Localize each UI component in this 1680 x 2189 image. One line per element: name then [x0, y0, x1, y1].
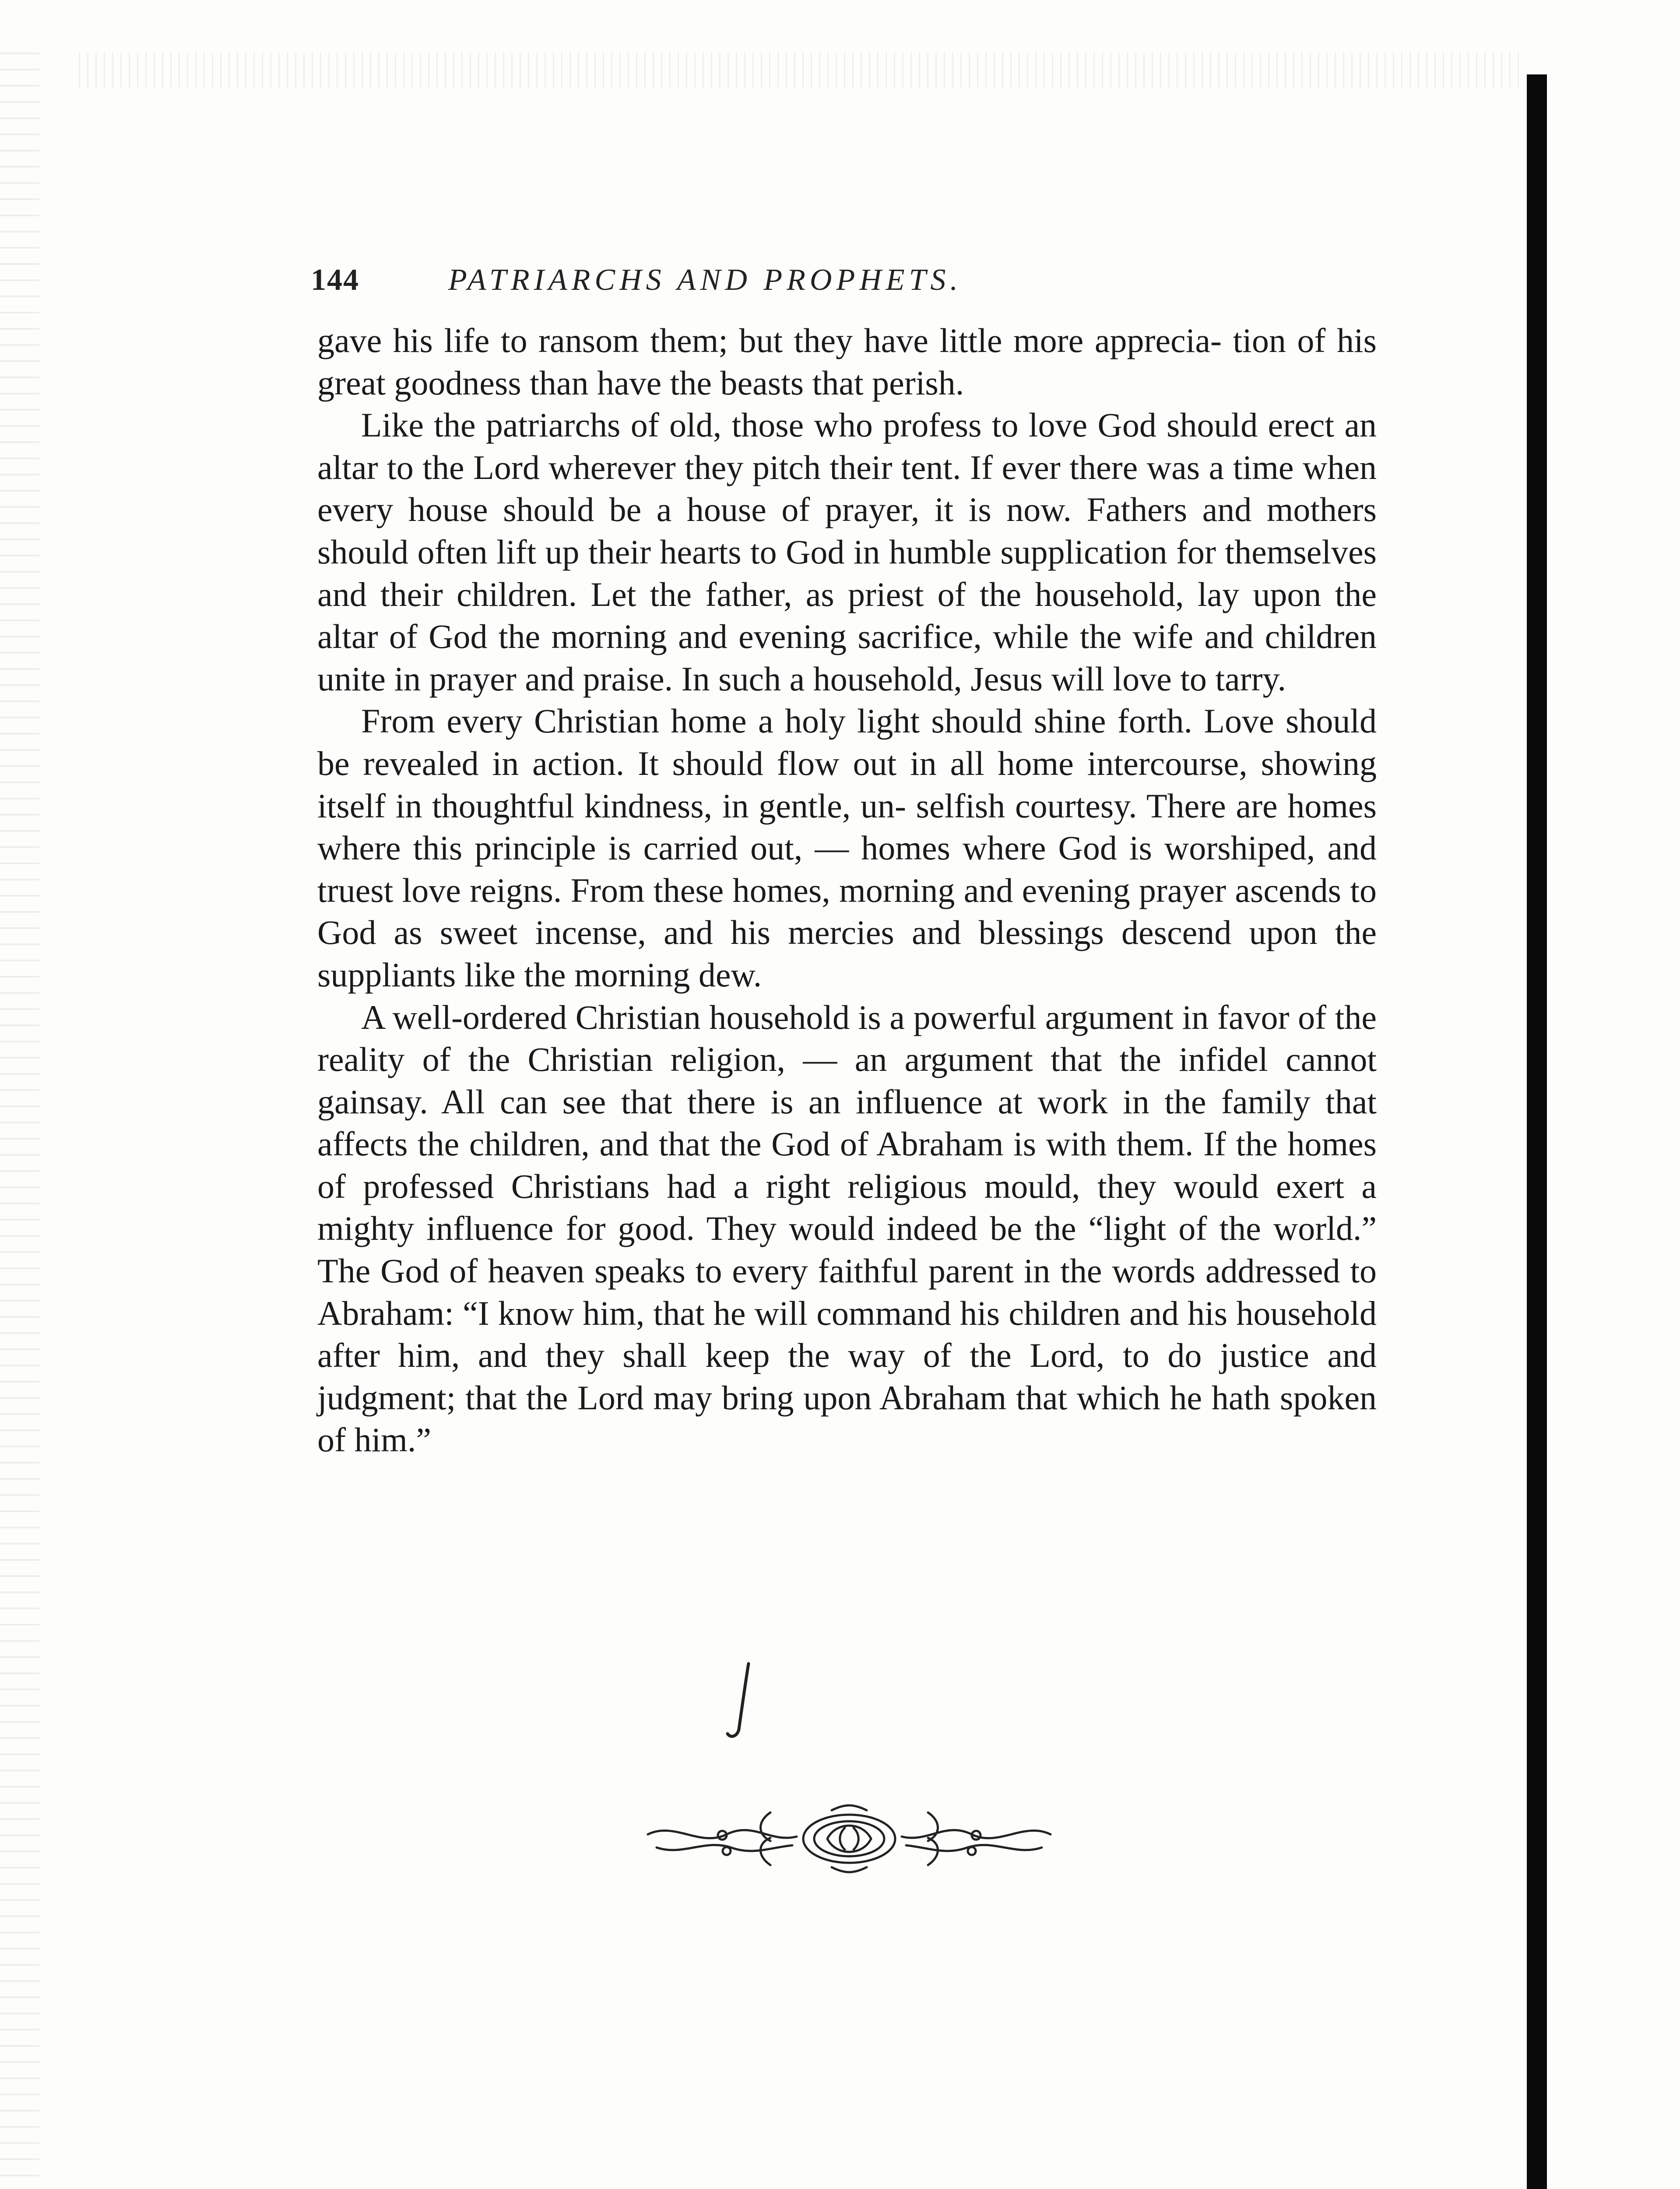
book-title: PATRIARCHS AND PROPHETS.	[448, 263, 962, 297]
body-text	[317, 320, 1377, 1461]
scan-noise-left	[0, 53, 39, 2189]
paragraph: gave his life to ransom them; but they have little more apprecia- tion of his great goodness than have the beasts that perish.	[317, 321, 1377, 402]
paragraph: Like the patriarchs of old, those who profess to love God should erect an altar to the Lord wherever they pitch their tent. If ever there was a time when every house should be a house of prayer, it is now. Fathers and mothers should often lift up their hearts to God in humble supplication for themselves and their children. Let the father, as priest of the household, lay upon the altar of God the morning and evening sacrifice, while the wife and children unite in prayer and praise. In such a household, Jesus will love to tarry.	[317, 406, 1377, 698]
page-number: 144	[311, 263, 359, 297]
pen-mark	[718, 1659, 762, 1742]
running-head	[311, 263, 1405, 311]
paragraph: From every Christian home a holy light should shine forth. Love should be revealed in action. It should flow out in all home intercourse, showing itself in thoughtful kindness, in gentle, un- selfish courtesy. There are homes where this principle is carried out, — homes where God is worshiped, and truest love reigns. From these homes, morning and evening prayer ascends to God as sweet incense, and his mercies and blessings descend upon the suppliants like the morning dew.	[317, 702, 1377, 994]
scan-noise-top	[79, 53, 1523, 88]
tailpiece-ornament	[639, 1786, 1059, 1891]
page-edge-shadow	[1527, 74, 1547, 2189]
paragraph: A well-ordered Christian household is a powerful argument in favor of the reality of the Christian religion, — an argument that the infidel cannot gainsay. All can see that there is an influence at work in the family that affects the children, and that the God of Abraham is with them. If the homes of professed Christians had a right religious mould, they would exert a mighty influence for good. They would indeed be the “light of the world.” The God of heaven speaks to every faithful parent in the words addressed to Abraham: “I know him, that he will command his children and his household after him, and they shall keep the way of the Lord, to do justice and judgment; that the Lord may bring upon Abraham that which he hath spoken of him.”	[317, 998, 1377, 1459]
